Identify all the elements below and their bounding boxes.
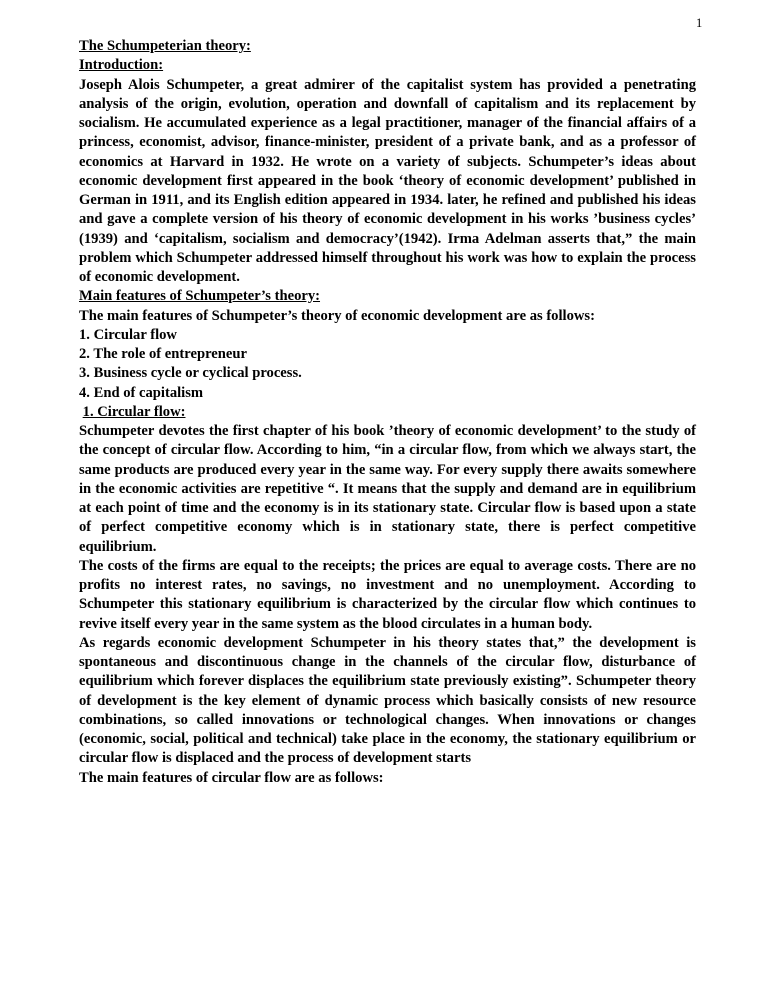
document-title: The Schumpeterian theory: xyxy=(79,38,251,54)
circular-flow-heading-line xyxy=(79,403,696,422)
main-features-intro: The main features of Schumpeter’s theory of economic development are as follows: xyxy=(79,307,595,324)
circular-flow-paragraph: As regards economic development Schumpeter in his theory states that,” the development is spontaneous and discontinuous change in the channels of the circular flow, disturbance of equilibrium which forever displaces the equilibrium state previously existing”. Schumpeter theory of development is the key element of dynamic process which basically consists of new resource combinations, so called innovations or technological changes. When innovations or changes (economic, social, political and technical) take place in the economy, the stationary equilibrium or circular flow is displaced and the process of development starts xyxy=(79,634,696,767)
feature-list-item: 3. Business cycle or cyclical process. xyxy=(79,365,302,382)
page-number: 1 xyxy=(696,16,703,30)
circular-flow-paragraph: Schumpeter devotes the first chapter of his book ’theory of economic development’ to the study of the concept of circular flow. According to him, “in a circular flow, from which we always start, the same products are produced every year in the same way. For every supply there awaits somewhere in the economic activities are repetitive “. It means that the supply and demand are in equilibrium at each point of time and the economy is in its stationary state. Circular flow is based upon a state of perfect competitive economy which is in stationary state, there is perfect competitive equilibrium. xyxy=(79,423,696,555)
circular-flow-closing: The main features of circular flow are as follows: xyxy=(79,769,384,786)
feature-list xyxy=(79,326,696,403)
introduction-heading: Introduction: xyxy=(79,57,164,74)
circular-flow-paragraph: The costs of the firms are equal to the receipts; the prices are equal to average costs. There are no profits no interest rates, no savings, no investment and no unemployment. According to Schumpeter this stationary equilibrium is characterized by the circular flow which continues to revive itself every year in the same system as the blood circulates in a human body. xyxy=(79,557,696,632)
main-features-heading: Main features of Schumpeter’s theory: xyxy=(79,288,321,305)
circular-flow-heading: 1. Circular flow: xyxy=(82,403,186,420)
document-body xyxy=(79,37,696,788)
feature-list-item: 2. The role of entrepreneur xyxy=(79,346,247,362)
feature-list-item: 1. Circular flow xyxy=(79,326,177,343)
introduction-paragraph: Joseph Alois Schumpeter, a great admirer of the capitalist system has provided a penetrating analysis of the origin, evolution, operation and downfall of capitalism and its replacement by socialism. He accumulated experience as a legal practitioner, manager of the financial affairs of a princess, economist, advisor, finance-minister, president of a private bank, and as a professor of economics at Harvard in 1932. He wrote on a variety of subjects. Schumpeter’s ideas about economic development first appeared in the book ‘theory of economic development’ published in German in 1911, and its English edition appeared in 1934. later, he refined and published his ideas and gave a complete version of his theory of economic development in his works ’business cycles’ (1939) and ‘capitalism, socialism and democracy’(1942). Irma Adelman asserts that,” the main problem which Schumpeter addressed himself throughout his work was how to explain the process of economic development. xyxy=(79,76,696,285)
feature-list-item: 4. End of capitalism xyxy=(79,384,204,401)
